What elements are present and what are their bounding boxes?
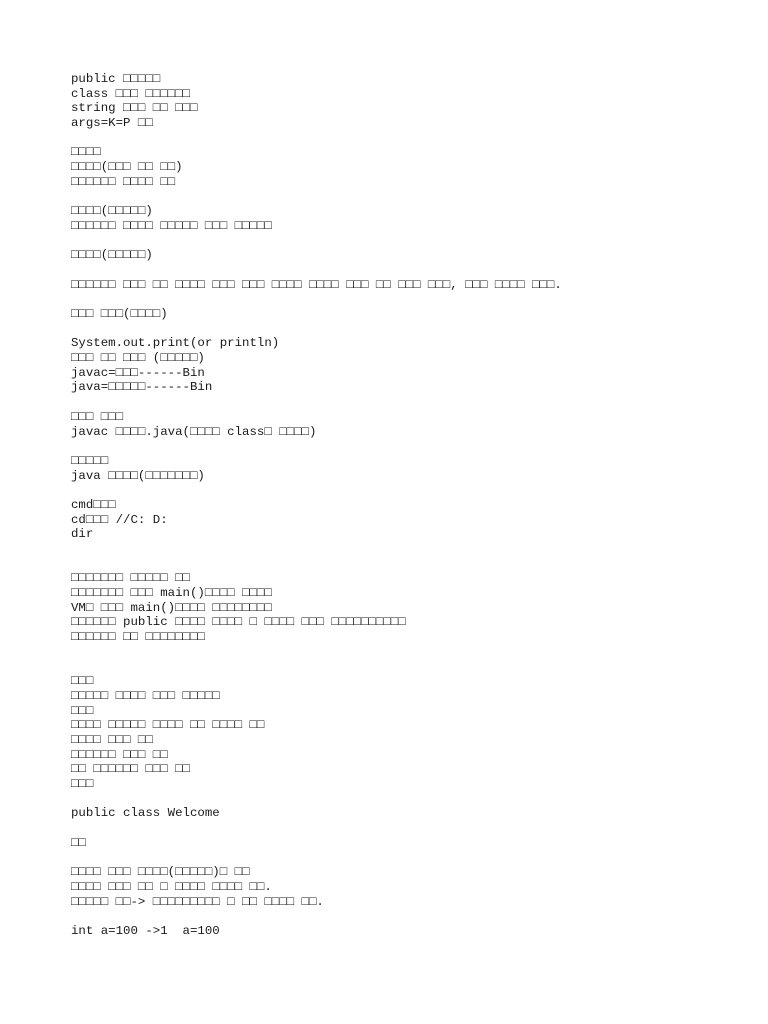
text-line: public class Welcome (71, 806, 220, 821)
text-line (71, 542, 731, 557)
text-line: int a=100 ->1 a=100 (71, 923, 220, 938)
text-line: □□□ (71, 703, 94, 718)
text-line: □□□□ □□□□□ □□□□ □□ □□□□ □□ (71, 718, 265, 733)
text-line: □□□□□□□ □□□□□ □□ (71, 571, 190, 586)
text-line (71, 660, 731, 675)
text-line: java=□□□□□------Bin (71, 380, 213, 395)
text-line: □□□ □□□ (71, 409, 124, 424)
text-line (71, 234, 731, 249)
text-line: args=K=P □□ (71, 116, 153, 131)
text-line (71, 821, 731, 836)
text-line: public □□□□□ (71, 72, 161, 86)
text-line: javac=□□□------Bin (71, 365, 205, 380)
text-line: □□□□(□□□□□) (71, 204, 153, 219)
text-line: □□ (71, 835, 86, 850)
text-line: □□□□□ □□□□ □□□ □□□□□ (71, 688, 220, 703)
text-line (71, 850, 731, 865)
text-line (71, 190, 731, 205)
text-line: □□□□ □□□ □□ □ □□□□ □□□□ □□. (71, 879, 272, 894)
text-line: □□□□□□ □□□□ □□ (71, 174, 176, 189)
text-line: java □□□□(□□□□□□□) (71, 468, 205, 483)
text-line: □□□□ □□□ □□□□(□□□□□)□ □□ (71, 865, 250, 880)
text-line: □□□ □□□(□□□□) (71, 307, 168, 321)
text-line: dir (71, 527, 94, 542)
text-line: □□□ (71, 674, 94, 689)
text-line (71, 483, 731, 498)
text-line: □□□ □□ □□□ (□□□□□) (71, 351, 205, 366)
text-line (71, 322, 731, 337)
text-line: System.out.print(or println) (71, 336, 280, 351)
text-line: □□□□ (71, 145, 101, 160)
text-line: □□□ (71, 777, 94, 791)
text-line: □□□□(□□□□□) (71, 248, 153, 263)
document-text (71, 72, 731, 939)
text-line: □□□□□□ □□□□ □□□□□ □□□ □□□□□ (71, 218, 272, 233)
text-line: □□□□ □□□ □□ (71, 732, 153, 747)
text-line: □□□□□□□ □□□ main()□□□□ □□□□ (71, 586, 272, 601)
text-line: string □□□ □□ □□□ (71, 101, 198, 116)
text-line (71, 292, 731, 307)
text-line: □□□□(□□□ □□ □□) (71, 160, 183, 175)
text-line: □□□□□ (71, 453, 109, 468)
text-line (71, 395, 731, 410)
text-line: □□□□□□ public □□□□ □□□□ □ □□□□ □□□ □□□□□□□□□□ (71, 615, 406, 630)
text-line: □□□□□ □□-> □□□□□□□□□ □ □□ □□□□ □□. (71, 894, 324, 909)
text-line: class □□□ □□□□□□ (71, 86, 190, 101)
text-line (71, 909, 731, 924)
text-line (71, 263, 731, 278)
text-line: javac □□□□.java(□□□□ class□ □□□□) (71, 424, 317, 439)
text-line: □□□□□□ □□□ □□ (71, 747, 168, 762)
text-line: □□□□□□ □□□ □□ □□□□ □□□ □□□ □□□□ □□□□ □□□ □□ □□□ □□□, □□□ □□□□ □□□. (71, 277, 562, 292)
text-line (71, 439, 731, 454)
text-line (71, 557, 731, 572)
text-line: cd□□□ //C: D: (71, 512, 168, 527)
text-line: VM□ □□□ main()□□□□ □□□□□□□□ (71, 600, 272, 615)
text-line (71, 645, 731, 660)
text-line (71, 792, 731, 807)
text-line: □□ □□□□□□ □□□ □□ (71, 762, 190, 777)
text-line: □□□□□□ □□ □□□□□□□□ (71, 630, 205, 645)
text-line: cmd□□□ (71, 497, 116, 512)
text-line (71, 131, 731, 146)
